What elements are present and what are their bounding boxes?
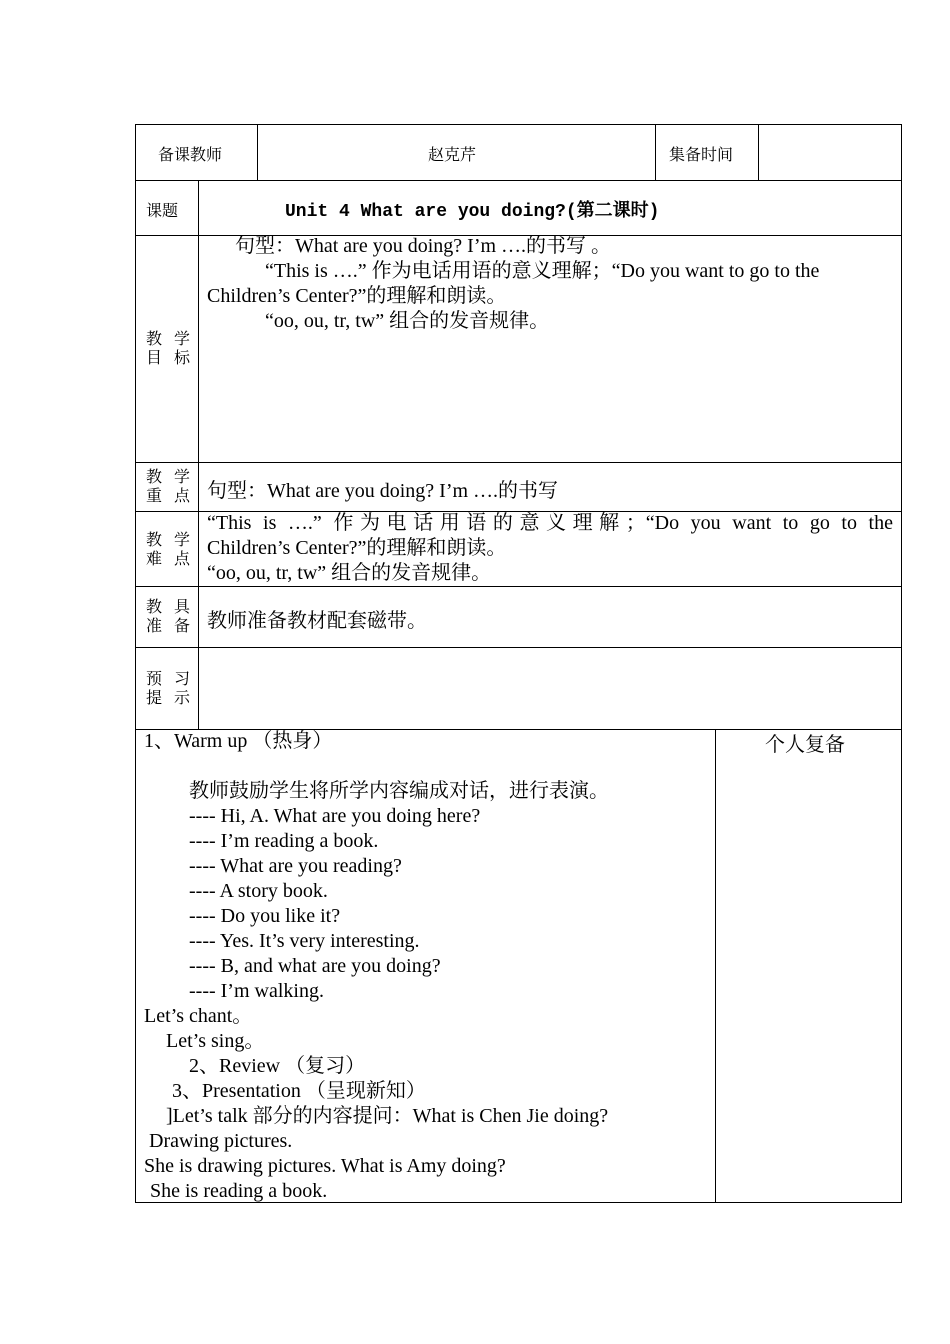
diff-label — [146, 530, 190, 568]
time-label: 集备时间 — [669, 145, 734, 164]
goals-text — [207, 234, 893, 334]
process-line: ---- What are you reading? — [189, 855, 402, 877]
goals-line-3: “oo, ou, tr, tw” 组合的发音规律。 — [265, 310, 550, 332]
key-points-text: 句型：What are you doing? I’m ….的书写 — [207, 480, 559, 502]
materials-text: 教师准备教材配套磁带。 — [207, 610, 427, 632]
key-label-line-1: 教 学 — [146, 467, 190, 486]
process-line: 教师鼓励学生将所学内容编成对话，进行表演。 — [189, 780, 609, 802]
process-line: ---- Yes. It’s very interesting. — [189, 930, 420, 952]
process-line: ---- A story book. — [189, 880, 328, 902]
diff-line-1: “This is ….” 作为电话用语的意义理解；“Do you want to go to the — [207, 512, 893, 534]
materials-label-line-2: 准备 — [146, 616, 190, 635]
teacher-name: 赵克芹 — [428, 145, 477, 164]
process-side-label: 个人复备 — [765, 734, 845, 756]
process-line: 3、Presentation （呈现新知） — [172, 1080, 426, 1102]
process-line: 2、Review （复习） — [189, 1055, 366, 1077]
goals-label-line-2: 目标 — [146, 348, 190, 367]
key-label-line-2: 重点 — [146, 486, 190, 505]
materials-label — [146, 597, 190, 635]
goals-label — [146, 329, 190, 367]
process-side-cell — [715, 729, 902, 1203]
time-value-cell[interactable] — [758, 124, 902, 181]
preview-label — [146, 669, 190, 707]
topic-label: 课题 — [146, 201, 179, 220]
diff-text — [207, 511, 893, 586]
goals-line-2a: “This is ….” 作为电话用语的意义理解；“Do you want to go to the — [265, 260, 820, 282]
process-line: Drawing pictures. — [149, 1130, 293, 1152]
diff-label-line-1: 教 学 — [146, 530, 190, 549]
diff-line-2: Children’s Center?”的理解和朗读。 — [207, 537, 507, 559]
process-line: ---- Hi, A. What are you doing here? — [189, 805, 481, 827]
topic-title: Unit 4 What are you doing?(第二课时) — [285, 202, 660, 222]
diff-label-line-2: 难点 — [146, 549, 190, 568]
teacher-label: 备课教师 — [158, 145, 223, 164]
key-label — [146, 467, 190, 505]
process-line: ---- I’m walking. — [189, 980, 324, 1002]
preview-label-line-2: 提示 — [146, 688, 190, 707]
goals-label-line-1: 教 学 — [146, 329, 190, 348]
process-line: She is reading a book. — [150, 1180, 328, 1202]
process-line: ---- I’m reading a book. — [189, 830, 379, 852]
process-line: ]Let’s talk 部分的内容提问：What is Chen Jie doing? — [166, 1105, 609, 1127]
process-line: She is drawing pictures. What is Amy doing? — [144, 1155, 506, 1177]
process-line — [144, 754, 710, 779]
preview-content-cell[interactable] — [198, 647, 902, 730]
process-line: 1、Warm up （热身） — [144, 730, 333, 752]
process-line: Let’s sing。 — [166, 1030, 265, 1052]
process-text — [144, 729, 710, 1204]
preview-label-line-1: 预 习 — [146, 669, 190, 688]
goals-line-2b: Children’s Center?”的理解和朗读。 — [207, 285, 507, 307]
goals-line-1: 句型：What are you doing? I’m ….的书写 。 — [235, 235, 612, 257]
diff-line-3: “oo, ou, tr, tw” 组合的发音规律。 — [207, 562, 492, 584]
materials-label-line-1: 教 具 — [146, 597, 190, 616]
process-line: Let’s chant。 — [144, 1005, 253, 1027]
process-line: ---- Do you like it? — [189, 905, 341, 927]
process-line: ---- B, and what are you doing? — [189, 955, 441, 977]
